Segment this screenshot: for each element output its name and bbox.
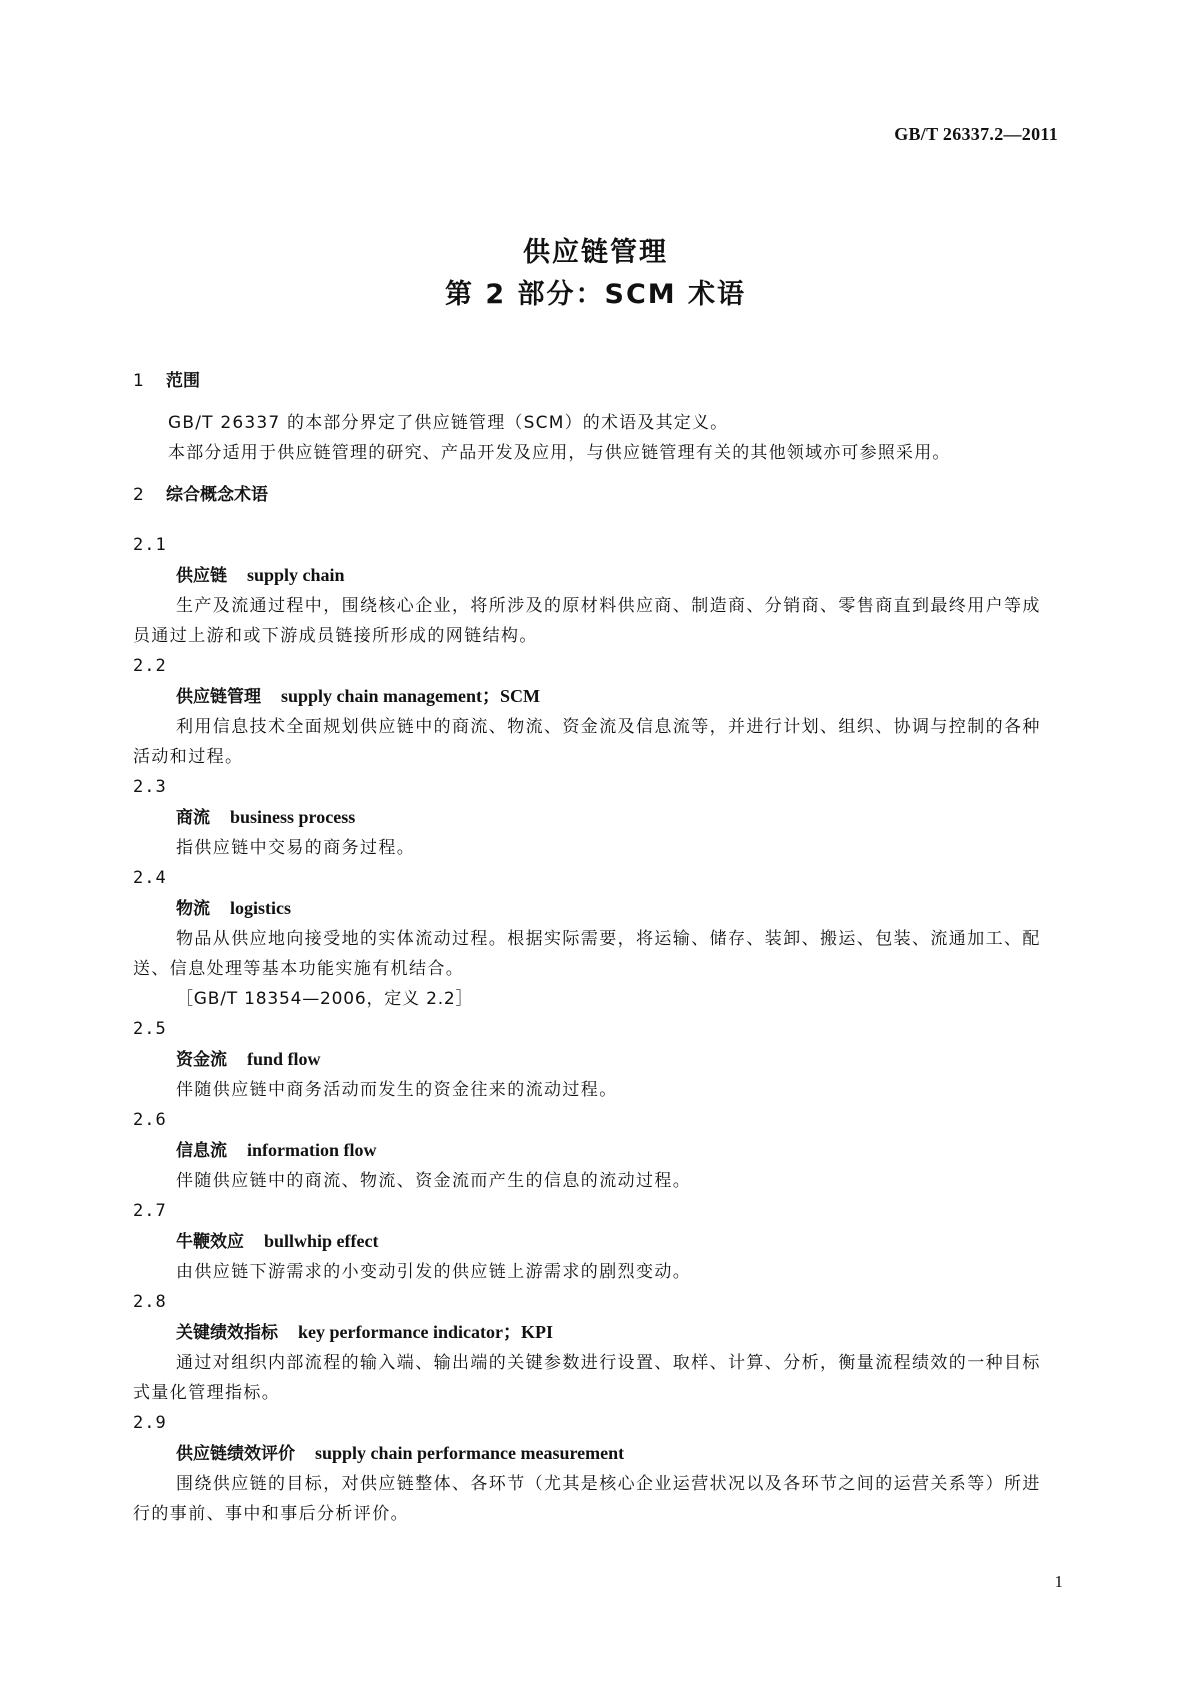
section-number: 2 [133, 485, 144, 505]
standard-number: GB/T 26337.2—2011 [894, 124, 1058, 144]
term-definition: 通过对组织内部流程的输入端、输出端的关键参数进行设置、取样、计算、分析，衡量流程绩效的一种目标式量化管理指标。 [133, 1353, 1041, 1403]
term-name-cn: 关键绩效指标 [176, 1323, 278, 1343]
term-entry [133, 651, 1058, 772]
term-definition: 生产及流通过程中，围绕核心企业，将所涉及的原材料供应商、制造商、分销商、零售商直到最终用户等成员通过上游和或下游成员链接所形成的网链结构。 [133, 596, 1041, 646]
term-name-en: supply chain [247, 565, 345, 585]
term-name [133, 560, 1058, 591]
term-definition: 伴随供应链中的商流、物流、资金流而产生的信息的流动过程。 [176, 1171, 692, 1191]
term-name-en: supply chain management；SCM [281, 686, 541, 706]
page-number: 1 [1054, 1572, 1063, 1591]
term-name-en: logistics [230, 898, 291, 918]
term-name [133, 1044, 1058, 1075]
section-number: 1 [133, 371, 144, 391]
term-name-cn: 牛鞭效应 [176, 1232, 244, 1252]
scope-paragraph: 本部分适用于供应链管理的研究、产品开发及应用，与供应链管理有关的其他领域亦可参照采用。 [168, 443, 951, 463]
term-entry [133, 1014, 1058, 1105]
document-body [133, 368, 1058, 1529]
term-entry [133, 1196, 1058, 1287]
term-number: 2.2 [133, 656, 167, 676]
term-name-en: bullwhip effect [264, 1231, 379, 1251]
term-name [133, 681, 1058, 712]
section-title: 范围 [166, 371, 200, 391]
term-name-en: business process [230, 807, 356, 827]
term-definition: 利用信息技术全面规划供应链中的商流、物流、资金流及信息流等，并进行计划、组织、协调与控制的各种活动和过程。 [133, 717, 1041, 767]
term-number: 2.7 [133, 1201, 167, 1221]
term-name-cn: 供应链绩效评价 [176, 1444, 295, 1464]
term-name [133, 1135, 1058, 1166]
term-number: 2.8 [133, 1292, 167, 1312]
term-entry [133, 1105, 1058, 1196]
term-name [133, 1438, 1058, 1469]
section-heading-general [133, 482, 1058, 508]
term-definition: 围绕供应链的目标，对供应链整体、各环节（尤其是核心企业运营状况以及各环节之间的运营关系等）所进行的事前、事中和事后分析评价。 [133, 1474, 1041, 1524]
term-name-cn: 信息流 [176, 1141, 227, 1161]
term-name [133, 893, 1058, 924]
term-number: 2.5 [133, 1019, 167, 1039]
term-number: 2.9 [133, 1413, 167, 1433]
document-subtitle: 第 2 部分：SCM 术语 [444, 279, 747, 310]
document-title: 供应链管理 [523, 237, 668, 268]
term-definition: 由供应链下游需求的小变动引发的供应链上游需求的剧烈变动。 [176, 1262, 692, 1282]
term-entry [133, 772, 1058, 863]
term-name-en: key performance indicator；KPI [298, 1322, 553, 1342]
term-name-cn: 物流 [176, 899, 210, 919]
scope-paragraph: GB/T 26337 的本部分界定了供应链管理（SCM）的术语及其定义。 [168, 413, 729, 433]
term-name-en: supply chain performance measurement [315, 1443, 625, 1463]
term-entry [133, 1408, 1058, 1529]
section-title: 综合概念术语 [166, 485, 268, 505]
term-entry [133, 1287, 1058, 1408]
term-source: ［GB/T 18354—2006，定义 2.2］ [176, 989, 474, 1009]
term-entry [133, 530, 1058, 651]
term-number: 2.1 [133, 535, 167, 555]
term-number: 2.4 [133, 868, 167, 888]
term-name [133, 1317, 1058, 1348]
term-name [133, 1226, 1058, 1257]
term-name-cn: 资金流 [176, 1050, 227, 1070]
term-definition: 伴随供应链中商务活动而发生的资金往来的流动过程。 [176, 1080, 618, 1100]
term-name-cn: 供应链 [176, 566, 227, 586]
term-definition: 指供应链中交易的商务过程。 [176, 838, 416, 858]
term-entry [133, 863, 1058, 1014]
term-number: 2.6 [133, 1110, 167, 1130]
term-name-en: information flow [247, 1140, 377, 1160]
term-name-cn: 商流 [176, 808, 210, 828]
term-name [133, 802, 1058, 833]
term-number: 2.3 [133, 777, 167, 797]
term-name-cn: 供应链管理 [176, 687, 261, 707]
section-heading-scope [133, 368, 1058, 394]
term-name-en: fund flow [247, 1049, 321, 1069]
term-definition: 物品从供应地向接受地的实体流动过程。根据实际需要，将运输、储存、装卸、搬运、包装、流通加工、配送、信息处理等基本功能实施有机结合。 [133, 929, 1041, 979]
